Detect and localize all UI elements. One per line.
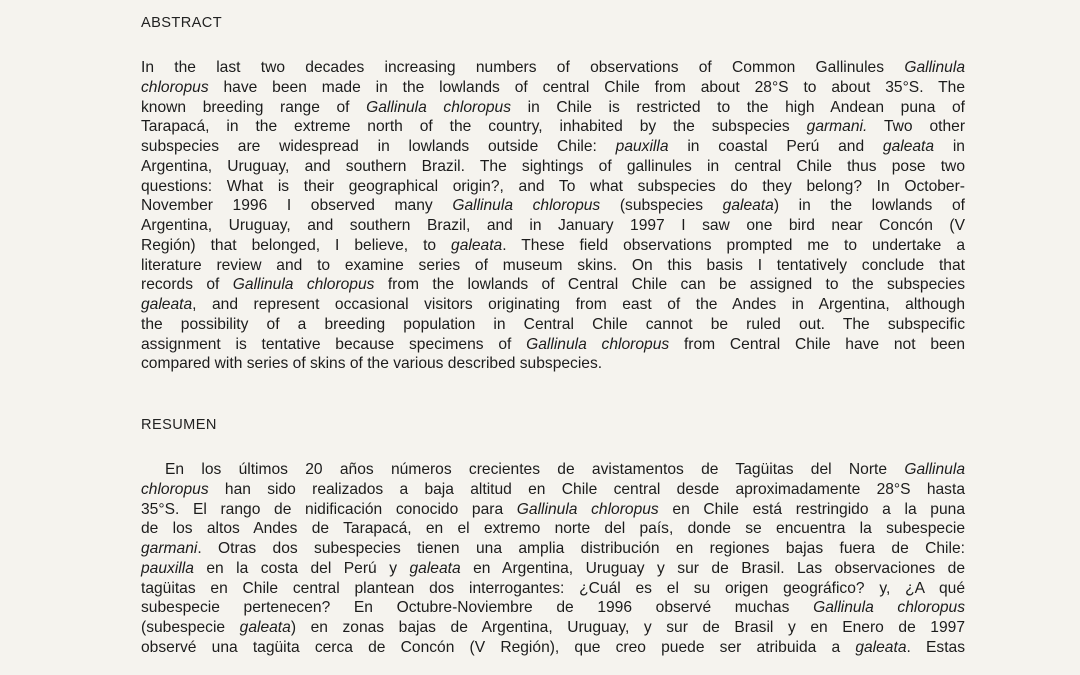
italic-species-name: Gallinula chloropus <box>232 276 375 294</box>
text-line <box>141 500 965 520</box>
text-run: subespecie pertenecen? En Octubre-Noviembre de 1996 observé muchas <box>141 599 814 617</box>
text-line <box>141 579 965 599</box>
text-line <box>141 196 965 216</box>
italic-species-name: Gallinula chloropus <box>366 98 512 116</box>
text-run: known breeding range of <box>141 98 367 116</box>
text-run: In the last two decades increasing numbers of observations of Common Gallinules <box>141 59 905 76</box>
text-line <box>141 256 965 276</box>
italic-species-name: galeata <box>451 236 503 254</box>
text-run: in <box>934 138 965 155</box>
italic-species-name: Gallinula chloropus <box>452 197 601 215</box>
text-run: . These field observations prompted me to undertake a <box>502 236 965 254</box>
text-run: subspecies are widespread in lowlands outside Chile: <box>141 138 616 155</box>
text-run: compared with series of skins of the various described subspecies. <box>141 355 603 373</box>
italic-species-name: chloropus <box>141 480 209 498</box>
text-run: records of <box>141 276 233 294</box>
text-line <box>141 480 965 500</box>
text-run: en Argentina, Uruguay y sur de Brasil. Las observaciones de <box>460 559 965 577</box>
text-line <box>141 539 965 559</box>
text-run: (subespecie <box>141 619 240 636</box>
text-line <box>141 598 965 618</box>
text-line <box>141 618 965 638</box>
text-line <box>141 177 965 197</box>
text-run: En los últimos 20 años números crecientes de avistamentos de Tagüitas del Norte <box>165 461 905 478</box>
text-run: Argentina, Uruguay, and southern Brazil, and in January 1997 I saw one bird near Concón (V <box>141 217 965 234</box>
text-run: in Chile is restricted to the high Andean puna of <box>511 98 965 116</box>
italic-species-name: Gallinula chloropus <box>526 335 670 353</box>
italic-species-name: galeata <box>882 138 935 155</box>
text-line <box>141 137 965 157</box>
text-run: from Central Chile have not been <box>669 335 966 353</box>
text-run: literature review and to examine series of museum skins. On this basis I tentatively conclude that <box>141 256 965 274</box>
text-run: ) en zonas bajas de Argentina, Uruguay, y sur de Brasil y en Enero de 1997 <box>290 619 965 636</box>
text-line <box>141 58 965 78</box>
text-run: . Otras dos subespecies tienen una amplia distribución en regiones bajas fuera de Chile: <box>197 540 965 557</box>
text-line <box>141 519 965 539</box>
italic-species-name: galeata <box>409 559 461 577</box>
text-line <box>141 117 965 137</box>
text-line <box>141 98 965 118</box>
italic-species-name: galeata <box>239 619 291 636</box>
italic-species-name: Gallinula chloropus <box>516 500 659 518</box>
text-line <box>141 460 965 480</box>
text-line <box>141 315 965 335</box>
text-run: from the lowlands of Central Chile can be assigned to the subspecies <box>374 276 966 294</box>
italic-species-name: garmani <box>141 540 198 557</box>
text-run: ) in the lowlands of <box>773 197 965 215</box>
text-run: Argentina, Uruguay, and southern Brazil. The sightings of gallinules in central Chile thus pose two <box>141 157 965 175</box>
italic-species-name: galeata <box>855 638 907 656</box>
text-run: have been made in the lowlands of central Chile from about 28°S to about 35°S. The <box>208 78 965 96</box>
text-run: (subspecies <box>600 197 723 215</box>
abstract-heading: ABSTRACT <box>141 15 223 31</box>
resumen-paragraph <box>141 460 965 658</box>
italic-species-name: pauxilla <box>141 559 194 577</box>
text-run: en Chile está restringido a la puna <box>658 500 965 518</box>
text-line <box>141 157 965 177</box>
text-run: Región) that belonged, I believe, to <box>141 236 452 254</box>
italic-species-name: Gallinula <box>904 461 965 478</box>
text-run: , and represent occasional visitors originating from east of the Andes in Argentina, although <box>192 296 965 313</box>
bleed-through-artifact <box>455 8 458 22</box>
text-run: November 1996 I observed many <box>141 197 453 215</box>
resumen-heading: RESUMEN <box>141 417 217 433</box>
text-line <box>141 559 965 579</box>
italic-species-name: galeata <box>141 296 193 313</box>
italic-species-name: chloropus <box>141 78 209 96</box>
abstract-paragraph <box>141 58 965 374</box>
text-run: . Estas <box>906 638 966 656</box>
text-line <box>141 236 965 256</box>
italic-species-name: galeata <box>722 197 774 215</box>
italic-species-name: Gallinula chloropus <box>813 599 966 617</box>
text-line <box>141 295 965 315</box>
text-run: en la costa del Perú y <box>193 559 410 577</box>
text-run: de los altos Andes de Tarapacá, en el extremo norte del país, donde se encuentra la subespecie <box>141 520 965 538</box>
italic-species-name: pauxilla <box>615 138 669 155</box>
text-line <box>141 275 965 295</box>
italic-species-name: garmani. <box>806 118 868 136</box>
text-run: han sido realizados a baja altitud en Chile central desde aproximadamente 28°S hasta <box>208 480 965 498</box>
text-run: Two other <box>867 118 966 136</box>
text-run: Tarapacá, in the extreme north of the country, inhabited by the subspecies <box>141 118 807 136</box>
text-line <box>141 78 965 98</box>
text-line <box>141 354 965 374</box>
text-run: assignment is tentative because specimens of <box>141 335 527 353</box>
italic-species-name: Gallinula <box>904 59 965 76</box>
text-line <box>141 335 965 355</box>
text-run: questions: What is their geographical origin?, and To what subspecies do they belong? In October- <box>141 177 965 195</box>
text-run: in coastal Perú and <box>668 138 883 155</box>
text-run: 35°S. El rango de nidificación conocido para <box>141 500 517 518</box>
text-line <box>141 638 965 658</box>
text-run: tagüitas en Chile central plantean dos interrogantes: ¿Cuál es el su origen geográfico? y, ¿A qué <box>141 579 965 597</box>
text-run: the possibility of a breeding population in Central Chile cannot be ruled out. The subspecific <box>141 315 965 333</box>
text-run: observé una tagüita cerca de Concón (V Región), que creo puede ser atribuida a <box>141 638 856 656</box>
text-line <box>141 216 965 236</box>
